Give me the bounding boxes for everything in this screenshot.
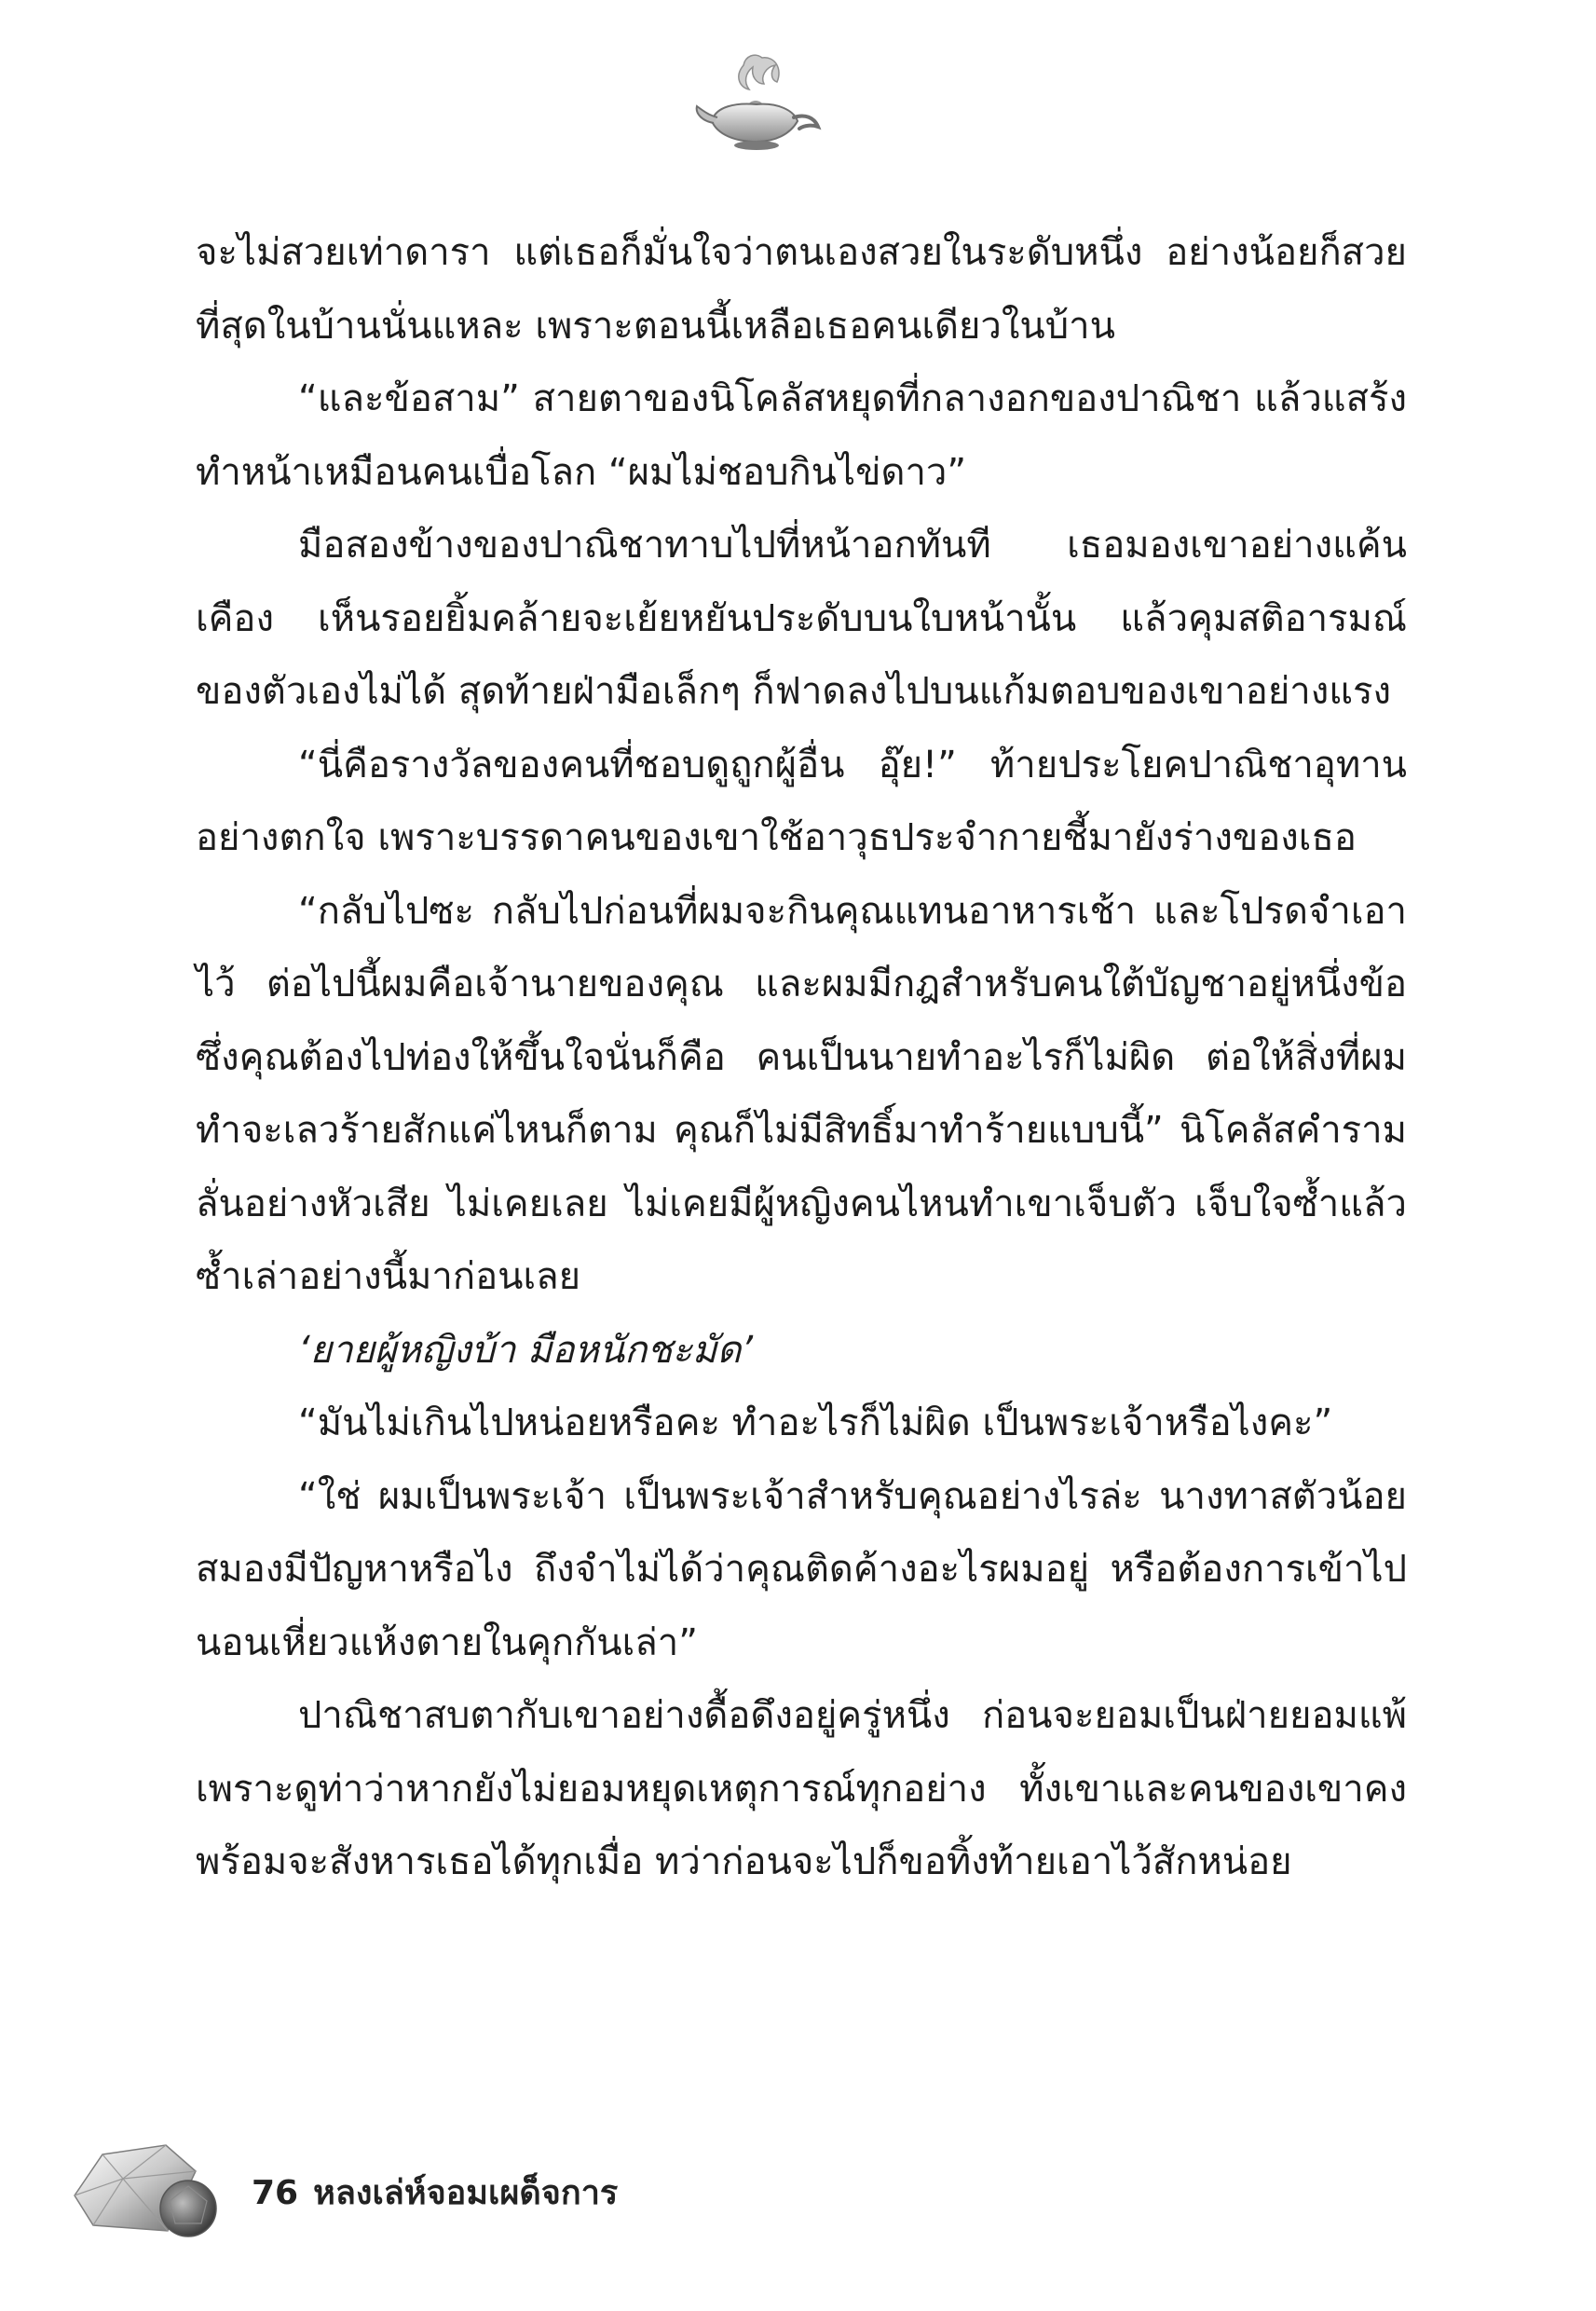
paragraph: “นี่คือรางวัลของคนที่ชอบดูถูกผู้อื่น อุ๊ย!” ท้ายประโยคปาณิชาอุทานอย่างตกใจ เพราะบรรดาคนของเขาใช้อาวุธประจำกายชี้มายังร่างของเธอ bbox=[196, 743, 1407, 859]
paragraph: “และข้อสาม” สายตาของนิโคลัสหยุดที่กลางอกของปาณิชา แล้วแสร้งทำหน้าเหมือนคนเบื่อโลก “ผมไม่ชอบกินไข่ดาว” bbox=[196, 377, 1407, 494]
paragraph: จะไม่สวยเท่าดารา แต่เธอก็มั่นใจว่าตนเองสวยในระดับหนึ่ง อย่างน้อยก็สวยที่สุดในบ้านนั่นแหละ เพราะตอนนี้เหลือเธอคนเดียวในบ้าน bbox=[196, 231, 1407, 348]
paragraph: “มันไม่เกินไปหน่อยหรือคะ ทำอะไรก็ไม่ผิด เป็นพระเจ้าหรือไงคะ” bbox=[298, 1402, 1333, 1444]
paragraph-italic-thought: ‘ยายผู้หญิงบ้า มือหนักชะมัด’ bbox=[298, 1328, 754, 1372]
paragraph: มือสองข้างของปาณิชาทาบไปที่หน้าอกทันที เธอมองเขาอย่างแค้นเคือง เห็นรอยยิ้มคล้ายจะเย้ยหยันประดับบนใบหน้านั้น แล้วคุมสติอารมณ์ของตัวเองไม่ได้ สุดท้ายฝ่ามือเล็กๆ ก็ฟาดลงไปบนแก้มตอบของเขาอย่างแรง bbox=[196, 524, 1407, 713]
page-footer bbox=[65, 2134, 717, 2246]
footer-label bbox=[252, 2166, 633, 2219]
diamond-icon bbox=[65, 2134, 261, 2246]
paragraph: “กลับไปซะ กลับไปก่อนที่ผมจะกินคุณแทนอาหารเช้า และโปรดจำเอาไว้ ต่อไปนี้ผมคือเจ้านายของคุณ และผมมีกฎสำหรับคนใต้บัญชาอยู่หนึ่งข้อ ซึ่งคุณต้องไปท่องให้ขึ้นใจนั่นก็คือ คนเป็นนายทำอะไรก็ไม่ผิด ต่อให้สิ่งที่ผมทำจะเลวร้ายสักแค่ไหนก็ตาม คุณก็ไม่มีสิทธิ์มาทำร้ายแบบนี้” นิโคลัสคำรามลั่นอย่างหัวเสีย ไม่เคยเลย ไม่เคยมีผู้หญิงคนไหนทำเขาเจ็บตัว เจ็บใจซ้ำแล้วซ้ำเล่าอย่างนี้มาก่อนเลย bbox=[196, 889, 1407, 1298]
paragraph: ปาณิชาสบตากับเขาอย่างดื้อดึงอยู่ครู่หนึ่ง ก่อนจะยอมเป็นฝ่ายยอมแพ้ เพราะดูท่าว่าหากยังไม่ยอมหยุดเหตุการณ์ทุกอย่าง ทั้งเขาและคนของเขาคงพร้อมจะสังหารเธอได้ทุกเมื่อ ทว่าก่อนจะไปก็ขอทิ้งท้ายเอาไว้สักหน่อย bbox=[196, 1694, 1407, 1883]
paragraph: “ใช่ ผมเป็นพระเจ้า เป็นพระเจ้าสำหรับคุณอย่างไรล่ะ นางทาสตัวน้อย สมองมีปัญหาหรือไง ถึงจำไม่ได้ว่าคุณติดค้างอะไรผมอยู่ หรือต้องการเข้าไปนอนเหี่ยวแห้งตายในคุกกันเล่า” bbox=[196, 1474, 1407, 1664]
page-number: 76 bbox=[252, 2174, 299, 2212]
book-title: หลงเล่ห์จอมเผด็จการ bbox=[313, 2174, 619, 2212]
genie-lamp-icon bbox=[686, 48, 825, 160]
body-text bbox=[196, 216, 1407, 1899]
